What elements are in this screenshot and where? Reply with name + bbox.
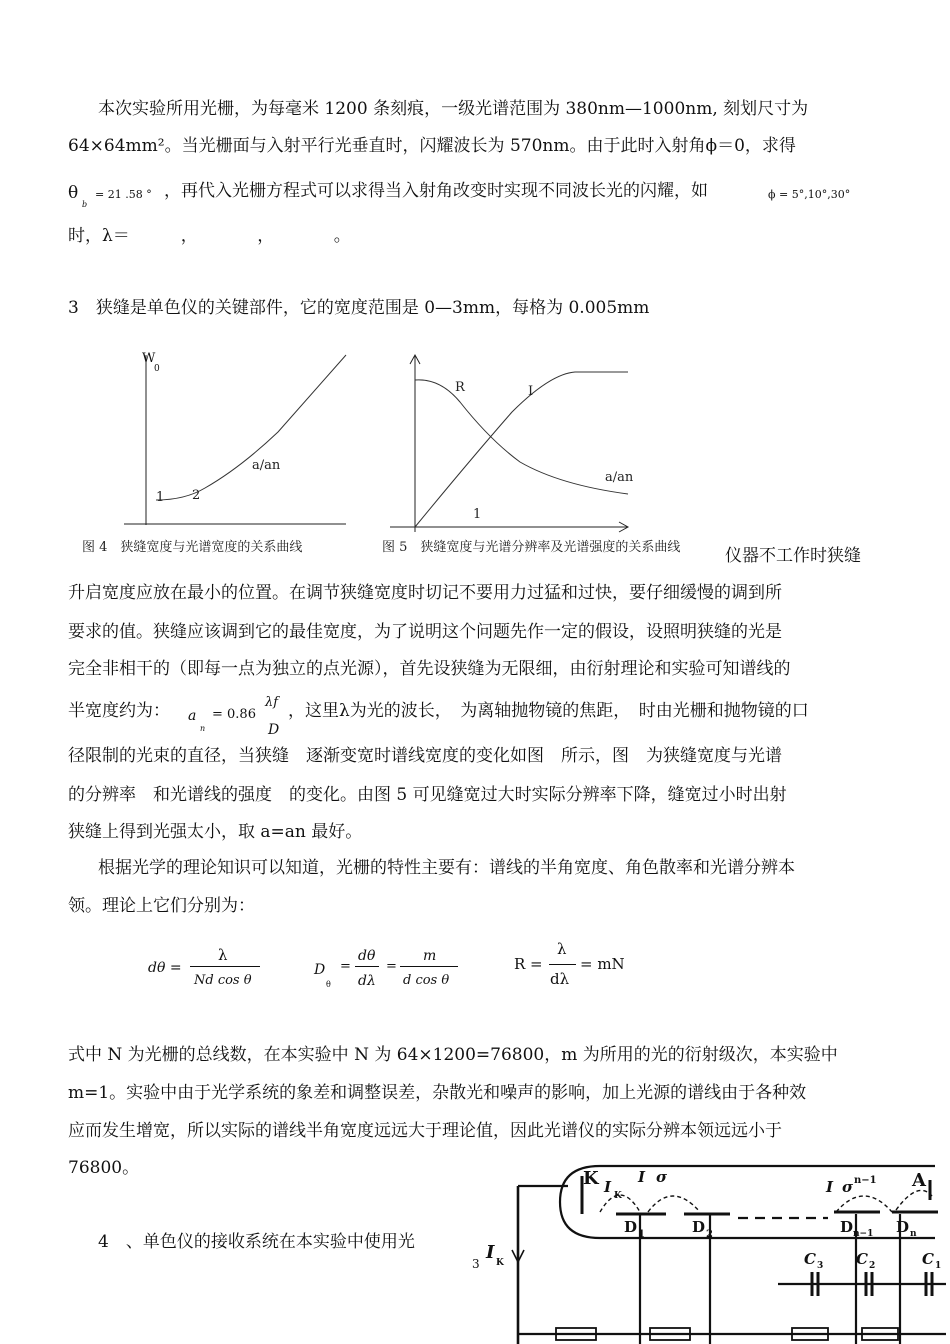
para4-line1: 式中 N 为光栅的总线数，在本实验中 N 为 64×1200=76800，m 为所用的光的衍射级次，本实验中 [68,1045,838,1065]
pmt-label-ik-left-sub: K [496,1258,504,1268]
formula2-sub: θ [326,980,331,989]
pmt-label-dn1: D [840,1218,854,1236]
para1-line4: 时，λ＝ ， ， 。 [68,226,351,246]
section4-heading: 4 、单色仪的接收系统在本实验中使用光 [98,1232,415,1252]
para3-line1: 根据光学的理论知识可以知道，光栅的特性主要有：谱线的半角宽度、角色散率和光谱分辨本 [98,858,795,878]
formula2-left: D [314,962,326,978]
pmt-label-d1: D [624,1218,638,1236]
fig5-label-aan: a/an [605,470,634,485]
pmt-label-c2-sub: 2 [869,1261,876,1271]
para1-line1: 本次实验所用光栅，为每毫米 1200 条刻痕，一级光谱范围为 380nm—1000nm, 刻划尺寸为 [98,99,809,119]
pmt-label-ia-sigma-n-sup: n−1 [854,1175,877,1186]
pmt-label-c1-sub: 1 [935,1261,942,1271]
formula2-eq1: = [340,959,351,974]
pmt-label-d1-sub: 1 [638,1229,645,1240]
pmt-label-c3-sub: 3 [817,1261,824,1271]
theta-symbol: θ [68,183,79,203]
pmt-label-ik-left: I [486,1242,495,1263]
pmt-label-c1: C [922,1250,934,1268]
page-number: 3 [472,1257,480,1271]
para3-line2: 领。理论上它们分别为： [68,896,255,916]
fig5-label-r: R [455,380,465,395]
fig4-ylabel-sub: 0 [154,364,160,374]
pmt-label-k: K [583,1168,599,1189]
para2-line5-b: ，这里λ为光的波长， 为离轴抛物镜的焦距， 时由光栅和抛物镜的口 [288,701,809,721]
formula3-num: λ [557,940,567,958]
phi-values: ϕ = 5°,10°,30° [768,188,851,201]
pmt-label-d2-sub: 2 [706,1229,713,1240]
pmt-label-ik: I [604,1178,612,1196]
formula2-den1: dλ [358,973,376,989]
pmt-label-ia-sigma-n: I [826,1178,834,1196]
fig4-ylabel: W [142,351,156,366]
para4-line4: 76800。 [68,1158,140,1178]
pmt-label-d2: D [692,1218,706,1236]
theta-subscript: b [82,200,88,209]
formula1-den: Nd cos θ [194,973,252,988]
para2-line1-tail: 仪器不工作时狭缝 [725,546,861,566]
fig4-caption: 图 4 狭缝宽度与光谱宽度的关系曲线 [82,540,303,555]
pmt-tube-body [600,1166,935,1238]
para1-line2: 64×64mm²。当光栅面与入射平行光垂直时，闪耀波长为 570nm。由于此时入射角ϕ＝0，求得 [68,136,796,156]
para1-line3: ，再代入光栅方程式可以求得当入射角改变时实现不同波长光的闪耀，如 [164,181,708,201]
fig4-curve-label: a/an [252,458,281,473]
formula-an-eq: = 0.86 [212,707,256,722]
para2-line3: 要求的值。狭缝应该调到它的最佳宽度，为了说明这个问题先作一定的假设，设照明狭缝的光是 [68,622,782,642]
para2-line4: 完全非相干的（即每一点为独立的点光源），首先设狭缝为无限细，由衍射理论和实验可知谱线的 [68,659,791,679]
pmt-label-c2: C [856,1250,868,1268]
fig5-caption: 图 5 狭缝宽度与光谱分辨率及光谱强度的关系曲线 [382,540,681,555]
pmt-label-dn: D [896,1218,910,1236]
pmt-label-a: A [912,1170,926,1191]
section3-heading: 3 狭缝是单色仪的关键部件，它的宽度范围是 0—3mm，每格为 0.005mm [68,298,650,318]
formula2-num1: dθ [358,948,376,964]
formula-an-den: D [268,722,280,738]
para2-line2: 升启宽度应放在最小的位置。在调节狭缝宽度时切记不要用力过猛和过快，要仔细缓慢的调到所 [68,583,782,603]
formula-an-a: a [188,708,197,724]
fig5-label-i: I [528,384,534,399]
para4-line3: 应而发生增宽，所以实际的谱线半角宽度远远大于理论值，因此光谱仪的实际分辨本领远远小于 [68,1121,782,1141]
formula3-right: = mN [580,955,625,973]
pmt-label-dn1-sub: n−1 [853,1229,874,1239]
pmt-label-ia-sigma: I [638,1168,646,1186]
pmt-label-ia-sigma-tail: σ [656,1168,668,1186]
formula3-den: dλ [550,970,570,988]
para4-line2: m=1。实验中由于光学系统的象差和调整误差，杂散光和噪声的影响，加上光源的谱线由于各种效 [68,1083,807,1103]
formula2-num2: m [423,948,437,964]
theta-value: = 21 .58 ° [95,188,152,201]
fig4-point2: 2 [192,488,201,503]
pmt-label-ik-sub: K [614,1191,622,1201]
formula1-left: dθ = [148,960,182,976]
pmt-label-ia-sigma-n-tail: σ [842,1178,854,1196]
formula-an-sub: n [200,724,206,733]
pmt-label-c3: C [804,1250,816,1268]
formula-an-num: λf [265,695,279,710]
para2-line5-a: 半宽度约为： [68,701,170,721]
para2-line8: 狭缝上得到光强太小，取 a=an 最好。 [68,822,363,842]
fig5-label-1: 1 [473,507,482,522]
fig4-point1: 1 [156,490,165,505]
formula2-eq2: = [386,959,397,974]
pmt-label-dn-sub: n [910,1229,917,1239]
para2-line6: 径限制的光束的直径，当狭缝 逐渐变宽时谱线宽度的变化如图 所示，图 为狭缝宽度与光谱 [68,746,782,766]
formula1-num: λ [218,946,228,964]
formula3-left: R = [514,955,543,973]
formula2-den2: d cos θ [403,973,450,988]
para2-line7: 的分辨率 和光谱线的强度 的变化。由图 5 可见缝宽过大时实际分辨率下降，缝宽过小时出射 [68,785,787,805]
